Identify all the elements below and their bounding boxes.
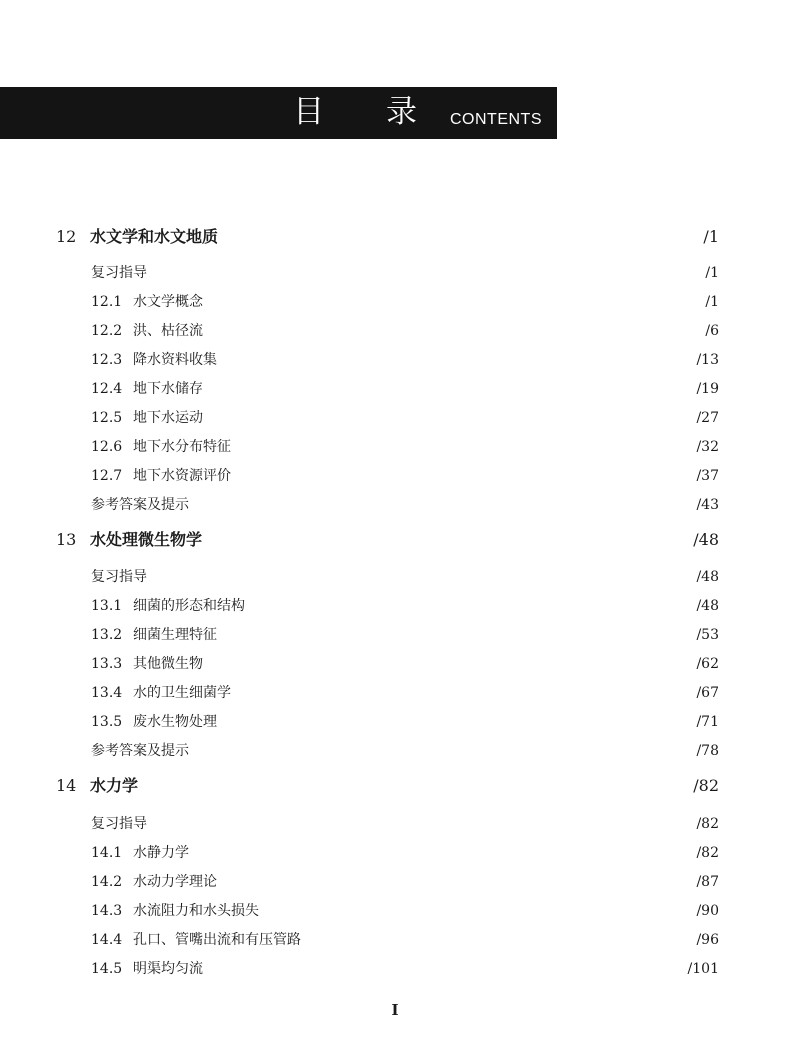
section-number: 12.2 — [91, 323, 123, 339]
entry-page: /1 — [705, 265, 719, 281]
section-number: 13.3 — [91, 656, 123, 672]
section-title: 地下水资源评价 — [133, 468, 231, 484]
chapter-title: 水文学和水文地质 — [90, 227, 219, 246]
section-title: 明渠均匀流 — [133, 961, 203, 977]
entry-page: /27 — [696, 410, 719, 426]
entry-page: /37 — [696, 468, 719, 484]
entry-page: /78 — [696, 743, 719, 759]
entry-page: /82 — [696, 816, 719, 832]
contents-title: 目 录 — [293, 94, 443, 130]
section-title: 降水资料收集 — [133, 352, 217, 368]
section-row[interactable] — [0, 594, 790, 618]
entry-row[interactable] — [0, 261, 790, 285]
chapter-number: 14 — [56, 776, 77, 795]
section-number: 13.4 — [91, 685, 123, 701]
chapter-number: 12 — [56, 227, 77, 246]
entry-page: /1 — [705, 294, 719, 310]
section-title: 水的卫生细菌学 — [133, 685, 231, 701]
entry-row[interactable] — [0, 812, 790, 836]
section-row[interactable] — [0, 464, 790, 488]
entry-page: /87 — [696, 874, 719, 890]
section-number: 12.4 — [91, 381, 123, 397]
section-title: 水流阻力和水头损失 — [133, 903, 259, 919]
entry-title: 复习指导 — [91, 816, 147, 832]
section-title: 地下水储存 — [133, 381, 203, 397]
section-row[interactable] — [0, 319, 790, 343]
entry-page: /96 — [696, 932, 719, 948]
chapter-title: 水处理微生物学 — [90, 530, 203, 549]
chapter-title: 水力学 — [90, 776, 139, 795]
entry-page: /101 — [687, 961, 719, 977]
section-number: 13.2 — [91, 627, 123, 643]
entry-page: /43 — [696, 497, 719, 513]
section-title: 其他微生物 — [133, 656, 203, 672]
section-number: 13.1 — [91, 598, 123, 614]
section-row[interactable] — [0, 710, 790, 734]
section-number: 14.1 — [91, 845, 123, 861]
section-row[interactable] — [0, 290, 790, 314]
section-row[interactable] — [0, 652, 790, 676]
entry-title: 参考答案及提示 — [91, 497, 189, 513]
entry-title: 复习指导 — [91, 569, 147, 585]
entry-page: /6 — [705, 323, 719, 339]
contents-banner — [0, 87, 557, 139]
entry-page: /48 — [696, 569, 719, 585]
section-title: 孔口、管嘴出流和有压管路 — [133, 932, 301, 948]
entry-page: /90 — [696, 903, 719, 919]
chapter-number: 13 — [56, 530, 77, 549]
section-number: 12.1 — [91, 294, 123, 310]
entry-title: 复习指导 — [91, 265, 147, 281]
section-title: 地下水运动 — [133, 410, 203, 426]
chapter-page: /82 — [693, 776, 719, 795]
section-row[interactable] — [0, 681, 790, 705]
section-number: 14.2 — [91, 874, 123, 890]
section-title: 洪、枯径流 — [133, 323, 203, 339]
entry-row[interactable] — [0, 739, 790, 763]
section-number: 12.5 — [91, 410, 123, 426]
chapter-row[interactable] — [0, 225, 790, 249]
section-number: 14.4 — [91, 932, 123, 948]
entry-page: /67 — [696, 685, 719, 701]
section-row[interactable] — [0, 348, 790, 372]
entry-row[interactable] — [0, 565, 790, 589]
section-row[interactable] — [0, 377, 790, 401]
section-title: 水文学概念 — [133, 294, 203, 310]
chapter-row[interactable] — [0, 528, 790, 552]
section-title: 细菌的形态和结构 — [133, 598, 245, 614]
entry-row[interactable] — [0, 493, 790, 517]
chapter-page: /48 — [693, 530, 719, 549]
section-title: 地下水分布特征 — [133, 439, 231, 455]
entry-page: /82 — [696, 845, 719, 861]
entry-page: /48 — [696, 598, 719, 614]
contents-subtitle: CONTENTS — [450, 111, 542, 128]
section-title: 水动力学理论 — [133, 874, 217, 890]
section-title: 细菌生理特征 — [133, 627, 217, 643]
entry-page: /13 — [696, 352, 719, 368]
section-title: 水静力学 — [133, 845, 189, 861]
section-row[interactable] — [0, 435, 790, 459]
section-number: 14.5 — [91, 961, 123, 977]
section-row[interactable] — [0, 623, 790, 647]
page-number: I — [391, 1001, 399, 1019]
section-row[interactable] — [0, 899, 790, 923]
entry-page: /19 — [696, 381, 719, 397]
section-row[interactable] — [0, 406, 790, 430]
section-number: 12.6 — [91, 439, 123, 455]
section-number: 13.5 — [91, 714, 123, 730]
section-row[interactable] — [0, 957, 790, 981]
entry-page: /62 — [696, 656, 719, 672]
entry-page: /53 — [696, 627, 719, 643]
section-row[interactable] — [0, 841, 790, 865]
section-number: 12.7 — [91, 468, 123, 484]
section-number: 12.3 — [91, 352, 123, 368]
entry-page: /71 — [696, 714, 719, 730]
section-row[interactable] — [0, 870, 790, 894]
entry-page: /32 — [696, 439, 719, 455]
section-number: 14.3 — [91, 903, 123, 919]
chapter-row[interactable] — [0, 774, 790, 798]
section-row[interactable] — [0, 928, 790, 952]
entry-title: 参考答案及提示 — [91, 743, 189, 759]
section-title: 废水生物处理 — [133, 714, 217, 730]
chapter-page: /1 — [703, 227, 719, 246]
